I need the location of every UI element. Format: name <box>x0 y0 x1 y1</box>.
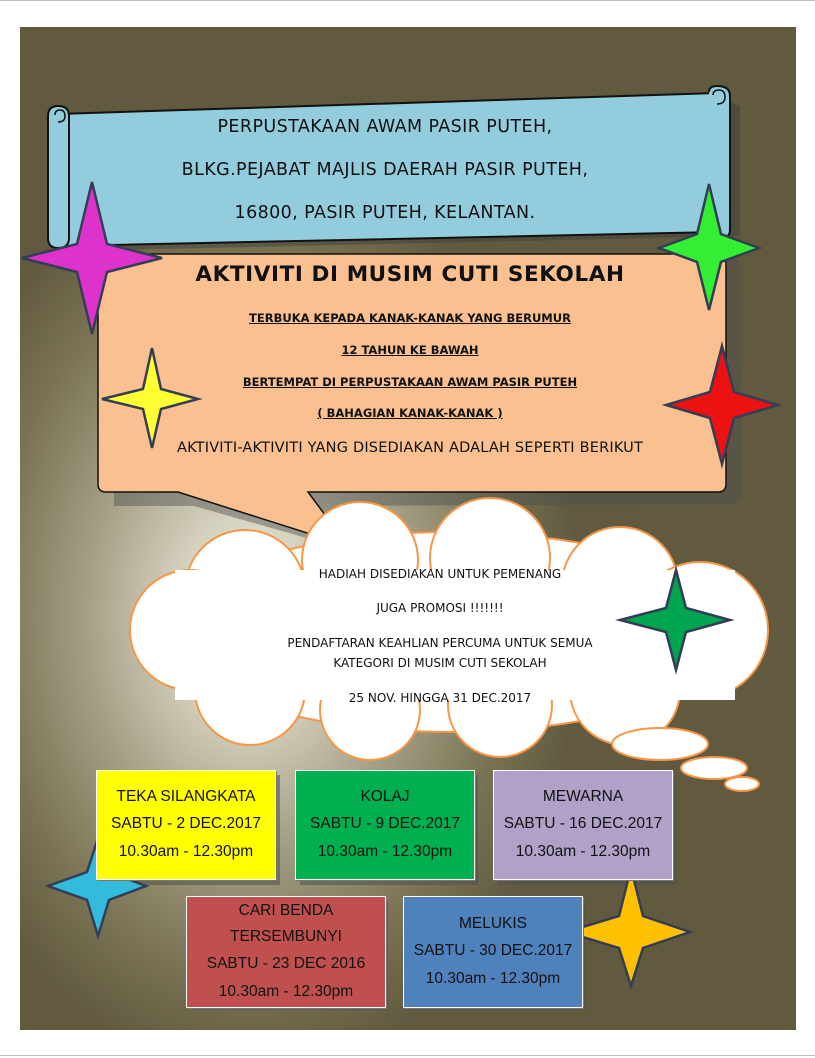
activity-title: MELUKIS <box>458 915 528 932</box>
venue-line-2: ( BAHAGIAN KANAK-KANAK ) <box>317 406 503 420</box>
activity-date: SABTU - 9 DEC.2017 <box>310 815 460 832</box>
membership-line-1: PENDAFTARAN KEAHLIAN PERCUMA UNTUK SEMUA <box>287 636 593 650</box>
activity-title: TEKA SILANGKATA <box>116 788 256 805</box>
activity-card-melukis <box>403 896 583 1008</box>
activity-card-cari-benda <box>186 896 386 1008</box>
activity-card-mewarna <box>493 770 673 880</box>
activity-date: SABTU - 2 DEC.2017 <box>111 815 261 832</box>
date-range: 25 NOV. HINGGA 31 DEC.2017 <box>348 691 532 705</box>
activity-card-teka-silangkata <box>96 770 276 880</box>
activity-time: 10.30am - 12.30pm <box>317 843 453 860</box>
header-line-1: PERPUSTAKAAN AWAM PASIR PUTEH, <box>217 117 553 137</box>
activities-intro: AKTIVITI-AKTIVITI YANG DISEDIAKAN ADALAH SEPERTI BERIKUT <box>176 440 644 456</box>
activity-date: SABTU - 30 DEC.2017 <box>413 942 573 959</box>
activity-time: 10.30am - 12.30pm <box>218 983 354 1000</box>
cloud-fill <box>175 570 735 700</box>
eligibility-line-1: TERBUKA KEPADA KANAK-KANAK YANG BERUMUR <box>249 311 571 325</box>
main-title: AKTIVITI DI MUSIM CUTI SEKOLAH <box>195 262 625 287</box>
activity-title-line-2: TERSEMBUNYI <box>230 928 342 945</box>
activity-title: MEWARNA <box>542 788 624 805</box>
header-line-2: BLKG.PEJABAT MAJLIS DAERAH PASIR PUTEH, <box>181 160 589 180</box>
header-line-3: 16800, PASIR PUTEH, KELANTAN. <box>234 203 536 223</box>
activity-time: 10.30am - 12.30pm <box>515 843 651 860</box>
activity-date: SABTU - 16 DEC.2017 <box>503 815 663 832</box>
speech-bubble <box>98 254 742 556</box>
venue-line-1: BERTEMPAT DI PERPUSTAKAAN AWAM PASIR PUTEH <box>242 375 578 389</box>
activity-date: SABTU - 23 DEC 2016 <box>206 955 366 972</box>
eligibility-line-2: 12 TAHUN KE BAWAH <box>341 343 479 357</box>
activity-card-kolaj <box>295 770 475 880</box>
prize-line: HADIAH DISEDIAKAN UNTUK PEMENANG <box>318 567 562 581</box>
activity-time: 10.30am - 12.30pm <box>118 843 254 860</box>
activity-title-line-1: CARI BENDA <box>238 902 334 919</box>
activity-title: KOLAJ <box>360 788 410 805</box>
promo-line: JUGA PROMOSI !!!!!!! <box>376 601 504 615</box>
membership-line-2: KATEGORI DI MUSIM CUTI SEKOLAH <box>333 656 547 670</box>
activity-time: 10.30am - 12.30pm <box>425 970 561 987</box>
